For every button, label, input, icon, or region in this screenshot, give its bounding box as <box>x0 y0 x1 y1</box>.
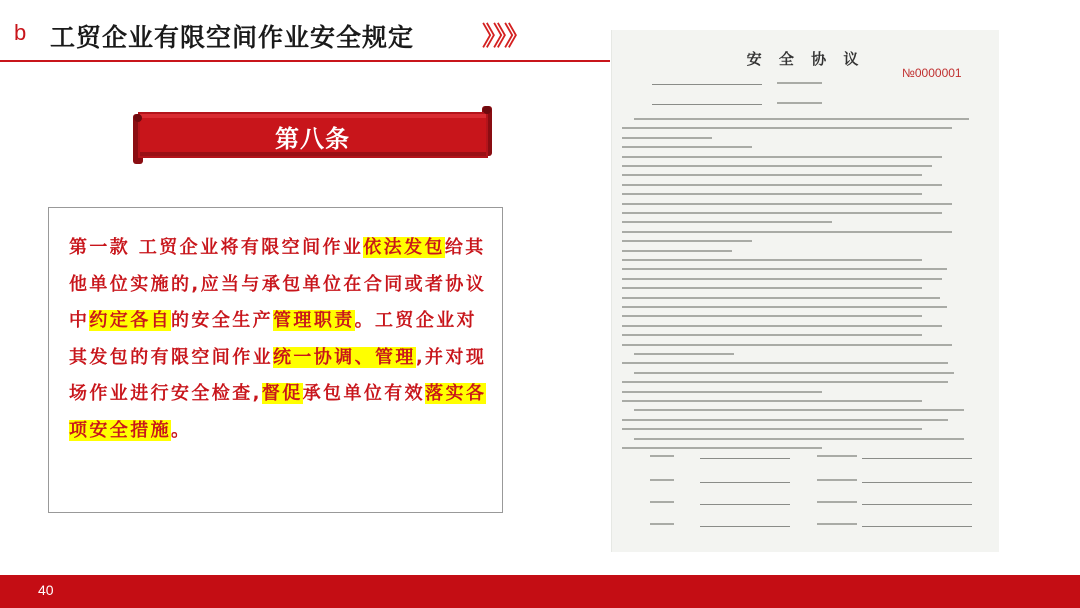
document-text-line <box>777 82 822 84</box>
document-text-line <box>652 84 762 85</box>
document-text-line <box>634 372 954 374</box>
document-text-line <box>622 400 922 402</box>
article-text: 。工贸企业对其发包的有限空间作业 <box>69 310 478 368</box>
document-number: №0000001 <box>902 66 962 80</box>
article-number: 第八条 <box>275 124 350 153</box>
document-text-line <box>634 438 964 440</box>
document-text-line <box>817 501 857 503</box>
article-text: ,并对现场作业进行安全检查, <box>69 346 487 404</box>
highlighted-text: 依法发包 <box>363 237 445 258</box>
document-text-line <box>622 259 922 261</box>
document-text-line <box>622 212 942 214</box>
document-text-line <box>634 118 969 120</box>
document-text-line <box>777 102 822 104</box>
article-text: 。 <box>171 419 192 441</box>
document-text-line <box>652 104 762 105</box>
document-text-line <box>862 526 972 527</box>
document-text-line <box>622 250 732 252</box>
highlighted-text: 统一协调、管理 <box>273 346 416 368</box>
document-text-line <box>700 504 790 505</box>
document-text-line <box>622 315 922 317</box>
page-number: 40 <box>38 582 54 598</box>
document-text-line <box>700 526 790 527</box>
footer-bar <box>0 575 1080 608</box>
section-letter: b <box>14 20 27 45</box>
document-text-line <box>622 127 952 129</box>
document-text-line <box>622 428 922 430</box>
document-text-line <box>817 455 857 457</box>
document-title: 安 全 协 议 <box>746 50 865 68</box>
document-text-line <box>862 458 972 459</box>
article-paragraph <box>69 230 489 449</box>
document-text-line <box>862 482 972 483</box>
document-text-line <box>622 362 948 364</box>
document-text-line <box>622 419 948 421</box>
highlighted-text: 落实各项安全措施 <box>69 383 487 441</box>
article-text: 的安全生产 <box>171 310 274 331</box>
document-text-line <box>622 306 947 308</box>
document-text-line <box>622 325 942 327</box>
chevron-decoration: 》》》 <box>482 22 529 52</box>
document-text-line <box>622 391 822 393</box>
document-text-line <box>622 184 942 186</box>
article-banner <box>130 104 495 166</box>
highlighted-text: 管理职责 <box>273 310 355 331</box>
highlighted-text: 督促 <box>261 383 303 404</box>
document-text-line <box>622 297 940 299</box>
document-text-line <box>622 156 942 158</box>
document-text-line <box>622 231 952 233</box>
document-text-line <box>634 353 734 355</box>
article-text-box <box>48 207 503 513</box>
document-text-line <box>622 344 952 346</box>
document-text-line <box>650 501 674 503</box>
document-text-line <box>622 334 922 336</box>
document-text-line <box>622 381 948 383</box>
document-text-line <box>650 455 674 457</box>
document-text-line <box>622 268 947 270</box>
header-divider <box>0 60 610 62</box>
safety-agreement-document-image <box>611 30 999 552</box>
document-text-line <box>622 203 952 205</box>
article-text: 第一款 工贸企业将有限空间作业 <box>69 237 364 258</box>
page-title: 工贸企业有限空间作业安全规定 <box>50 23 415 52</box>
document-text-line <box>700 482 790 483</box>
document-text-line <box>862 504 972 505</box>
document-text-line <box>622 193 922 195</box>
document-text-line <box>622 221 832 223</box>
document-text-line <box>817 479 857 481</box>
document-text-line <box>650 523 674 525</box>
document-text-line <box>700 458 790 459</box>
document-text-line <box>634 409 964 411</box>
document-text-line <box>622 137 712 139</box>
document-text-line <box>622 278 942 280</box>
document-text-line <box>622 174 922 176</box>
article-text: 给其他单位实施的,应当与承包单位在合同或者协议中 <box>69 237 487 331</box>
document-text-line <box>650 479 674 481</box>
document-text-line <box>622 240 752 242</box>
document-text-line <box>622 287 922 289</box>
document-text-line <box>817 523 857 525</box>
article-text: 承包单位有效 <box>302 383 426 404</box>
highlighted-text: 约定各自 <box>89 310 172 331</box>
document-text-line <box>622 165 932 167</box>
document-text-line <box>622 447 822 449</box>
document-text-line <box>622 146 752 148</box>
